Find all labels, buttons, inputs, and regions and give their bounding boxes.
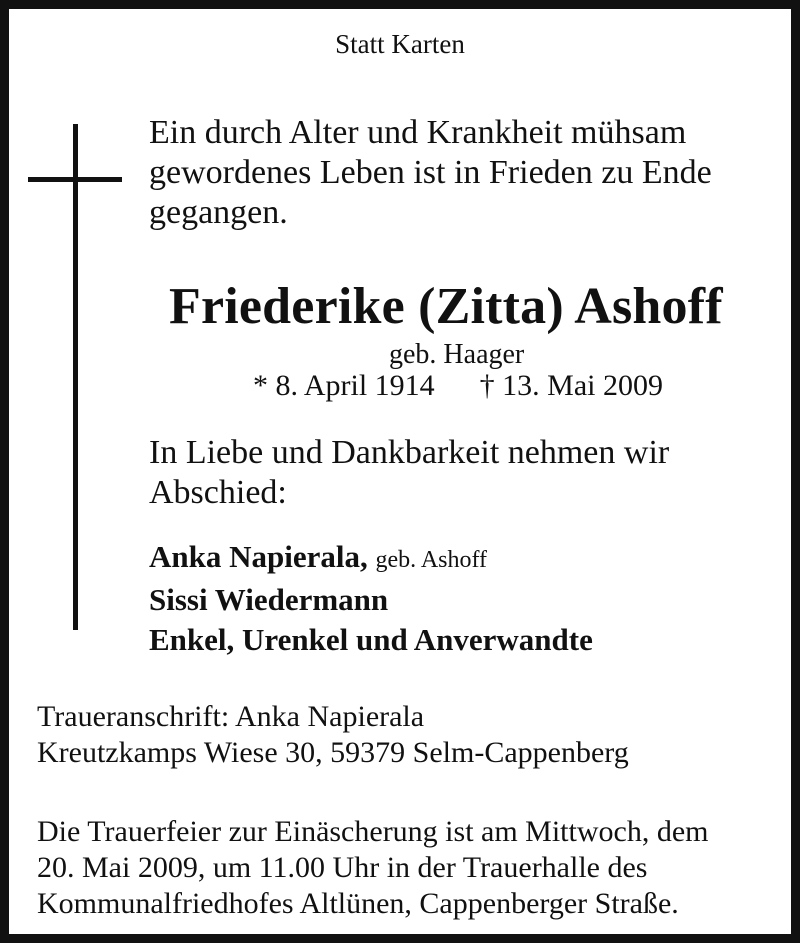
ceremony-line: 20. Mai 2009, um 11.00 Uhr in der Trauerhalle des [37, 851, 648, 884]
ceremony-line: Kommunalfriedhofes Altlünen, Cappenberger Straße. [37, 887, 679, 920]
mourner-item [149, 537, 593, 580]
intro-line: gegangen. [149, 194, 288, 231]
cross-icon [73, 124, 78, 630]
cross-icon-bar [28, 177, 122, 182]
mourning-address [37, 699, 629, 771]
mourner-note: geb. Ashoff [375, 547, 488, 573]
mourner-item [149, 620, 593, 660]
life-dates [253, 369, 663, 403]
maiden-name: geb. Haager [389, 339, 525, 370]
header-text: Statt Karten [335, 29, 465, 59]
intro-text [149, 113, 712, 233]
mourner-item [149, 580, 593, 620]
farewell-text [149, 433, 669, 513]
ceremony-line: Die Trauerfeier zur Einäscherung ist am Mittwoch, dem [37, 815, 709, 848]
birth-icon: * [253, 369, 268, 402]
farewell-line: In Liebe und Dankbarkeit nehmen wir [149, 434, 670, 471]
death-date: 13. Mai 2009 [502, 369, 663, 402]
address-line: Traueranschrift: Anka Napierala [37, 700, 425, 733]
farewell-line: Abschied: [149, 474, 287, 511]
mourner-name: Sissi Wiedermann [149, 582, 389, 617]
death-icon: † [479, 369, 495, 402]
mourner-name: Anka Napierala, [149, 539, 368, 574]
intro-line: gewordenes Leben ist in Frieden zu Ende [149, 154, 712, 191]
ceremony-details [37, 814, 708, 922]
deceased-name: Friederike (Zitta) Ashoff [169, 278, 723, 335]
address-line: Kreutzkamps Wiese 30, 59379 Selm-Cappenberg [37, 736, 629, 769]
birth-date: 8. April 1914 [275, 369, 435, 402]
mourners-list [149, 537, 593, 660]
intro-line: Ein durch Alter und Krankheit mühsam [149, 114, 687, 151]
mourner-name: Enkel, Urenkel und Anverwandte [149, 622, 593, 657]
